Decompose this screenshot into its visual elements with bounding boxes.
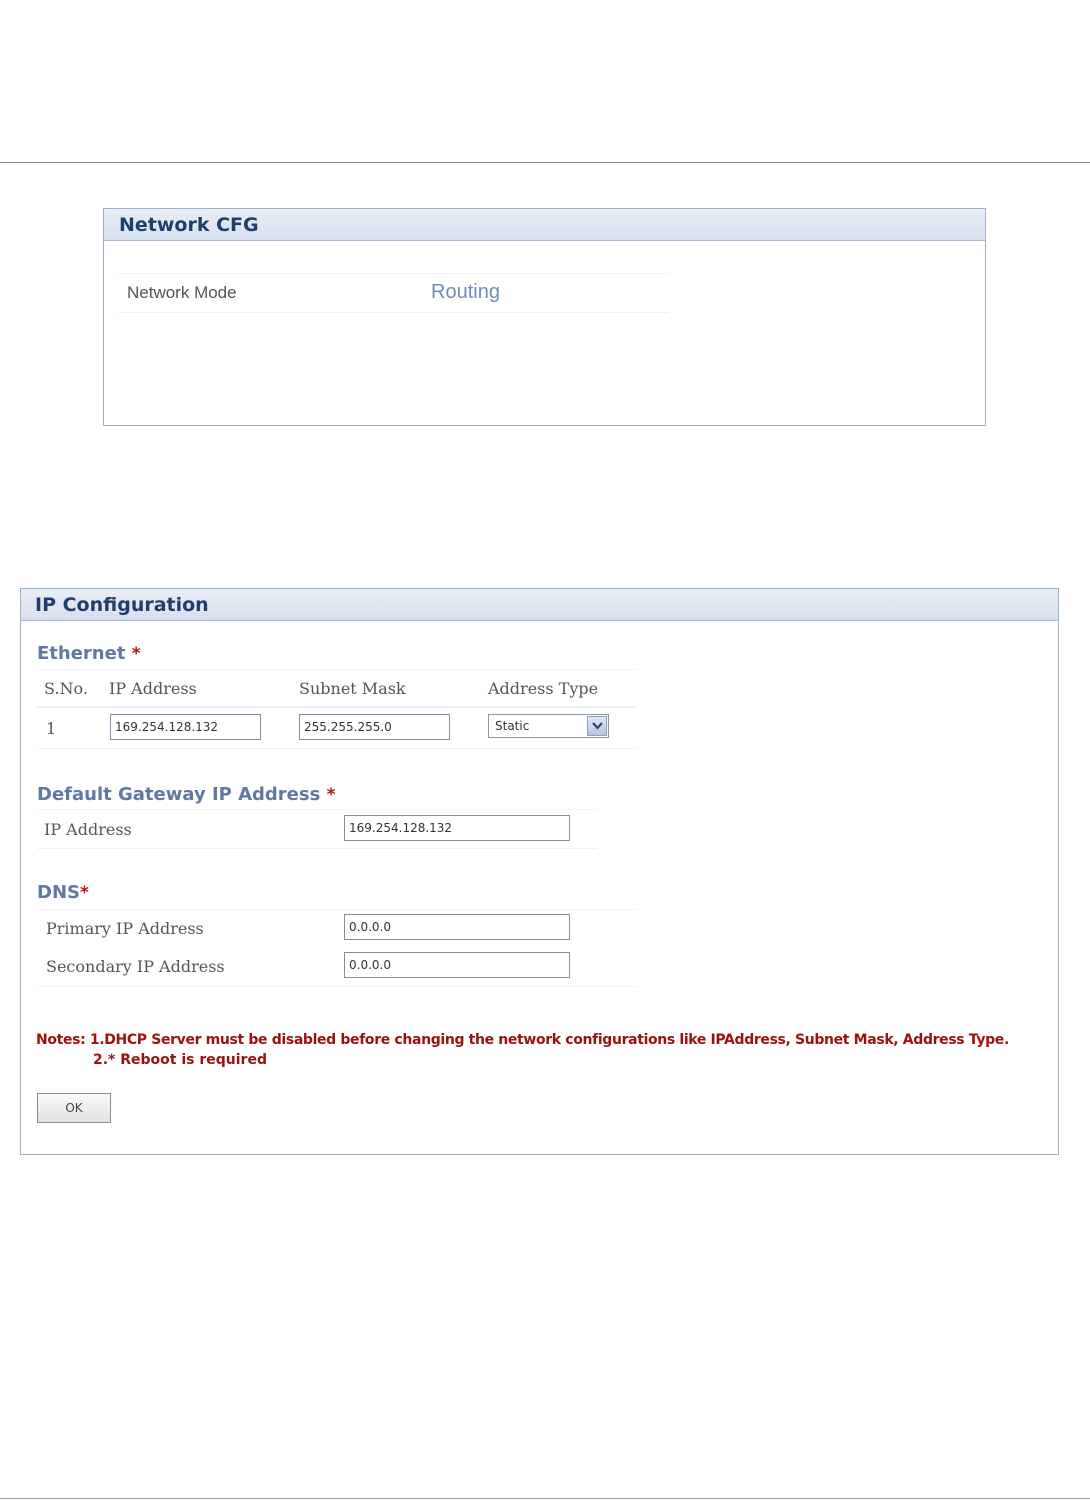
ip-configuration-title: IP Configuration [21, 589, 1058, 621]
bottom-rule [0, 1498, 1090, 1499]
ethernet-required-mark: * [131, 644, 141, 664]
notes-line-2: 2.* Reboot is required [93, 1052, 267, 1068]
default-gateway-title [37, 784, 335, 805]
network-mode-row [119, 273, 669, 313]
dns-secondary-label: Secondary IP Address [46, 957, 225, 976]
network-mode-value: Routing [431, 281, 500, 303]
network-mode-label: Network Mode [127, 283, 237, 302]
col-header-subnet-mask: Subnet Mask [299, 679, 406, 698]
dns-primary-label: Primary IP Address [46, 919, 204, 938]
ok-button[interactable]: OK [37, 1093, 111, 1123]
chevron-down-icon[interactable] [587, 716, 607, 736]
dns-title [37, 882, 89, 903]
ip-configuration-panel [20, 588, 1059, 1155]
gateway-ip-label: IP Address [44, 820, 132, 839]
ethernet-ip-address-input[interactable] [110, 714, 261, 740]
ethernet-subnet-mask-input[interactable] [299, 714, 450, 740]
col-header-sno: S.No. [44, 679, 88, 698]
default-gateway-title-text: Default Gateway IP Address [37, 784, 321, 805]
top-rule [0, 162, 1090, 163]
address-type-select[interactable] [488, 714, 609, 738]
ethernet-row-sno: 1 [46, 719, 57, 738]
dns-secondary-ip-input[interactable] [344, 952, 570, 978]
default-gateway-required-mark: * [326, 785, 336, 805]
gateway-ip-address-input[interactable] [344, 815, 570, 841]
dns-primary-ip-input[interactable] [344, 914, 570, 940]
col-header-ip-address: IP Address [109, 679, 197, 698]
ethernet-title [37, 643, 141, 664]
notes-line-1: Notes: 1.DHCP Server must be disabled before changing the network configurations like IPAddress, Subnet Mask, Address Type. [36, 1032, 1009, 1048]
dns-title-text: DNS [37, 882, 80, 903]
col-header-address-type: Address Type [488, 679, 599, 698]
address-type-selected: Static [495, 719, 530, 733]
network-cfg-panel [103, 208, 986, 426]
network-cfg-title: Network CFG [104, 209, 985, 241]
ethernet-title-text: Ethernet [37, 643, 126, 664]
dns-required-mark: * [79, 883, 89, 903]
